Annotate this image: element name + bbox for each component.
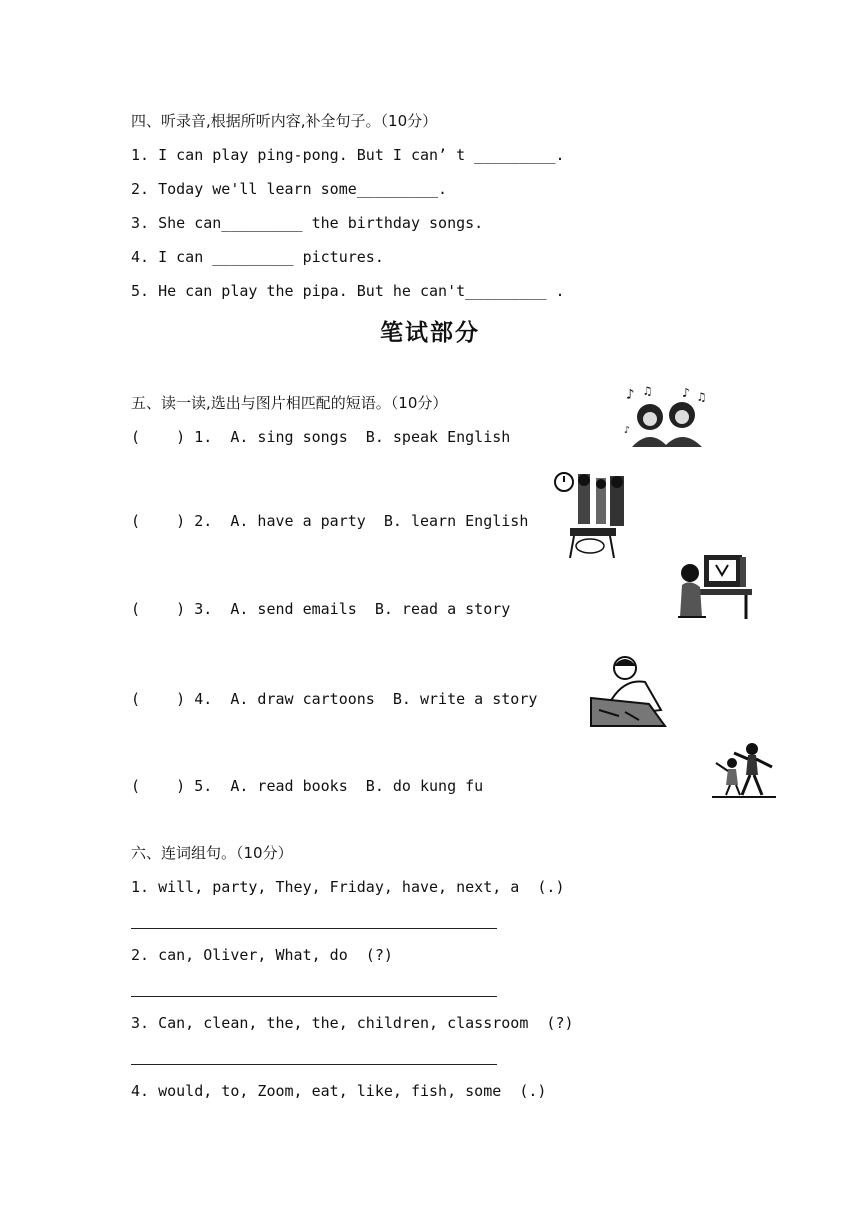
- section-6-item-2: 2. can, Oliver, What, do (?): [131, 946, 393, 964]
- section-4-item-3: 3. She can_________ the birthday songs.: [131, 214, 484, 232]
- section-4-item-4: 4. I can _________ pictures.: [131, 248, 384, 266]
- section-5-item-3: ( ) 3. A. send emails B. read a story: [131, 600, 511, 618]
- section-5-item-4: ( ) 4. A. draw cartoons B. write a story: [131, 690, 538, 708]
- svg-text:♪: ♪: [682, 386, 690, 401]
- svg-text:♫: ♫: [644, 385, 652, 398]
- answer-line-3[interactable]: [131, 1064, 497, 1065]
- section-6-heading: 六、连词组句。（10分）: [131, 844, 293, 862]
- section-5-item-2: ( ) 2. A. have a party B. learn English: [131, 512, 529, 530]
- classroom-picture: [552, 470, 630, 562]
- svg-text:♪: ♪: [626, 387, 635, 403]
- section-4-item-5: 5. He can play the pipa. But he can't_________ .: [131, 282, 565, 300]
- section-6-item-4: 4. would, to, Zoom, eat, like, fish, some (.): [131, 1082, 547, 1100]
- answer-line-2[interactable]: [131, 996, 497, 997]
- children-singing-picture: [622, 385, 714, 449]
- section-5-item-1: ( ) 1. A. sing songs B. speak English: [131, 428, 511, 446]
- kung-fu-picture: [712, 741, 776, 799]
- section-6-item-3: 3. Can, clean, the, the, children, classroom (?): [131, 1014, 574, 1032]
- section-6-item-1: 1. will, party, They, Friday, have, next, a (.): [131, 878, 565, 896]
- computer-user-picture: [676, 553, 754, 621]
- boy-drawing-picture: [589, 654, 667, 730]
- section-4-item-1: 1. I can play ping-pong. But I can’ t _________.: [131, 146, 565, 164]
- svg-text:♪: ♪: [624, 425, 631, 436]
- section-5-heading: 五、读一读,选出与图片相匹配的短语。（10分）: [131, 394, 448, 412]
- svg-text:♫: ♫: [698, 390, 706, 404]
- written-part-title: 笔试部分: [380, 319, 480, 346]
- section-4-heading: 四、听录音,根据所听内容,补全句子。（10分）: [131, 112, 438, 130]
- section-4-item-2: 2. Today we'll learn some_________.: [131, 180, 448, 198]
- answer-line-1[interactable]: [131, 928, 497, 929]
- section-5-item-5: ( ) 5. A. read books B. do kung fu: [131, 777, 484, 795]
